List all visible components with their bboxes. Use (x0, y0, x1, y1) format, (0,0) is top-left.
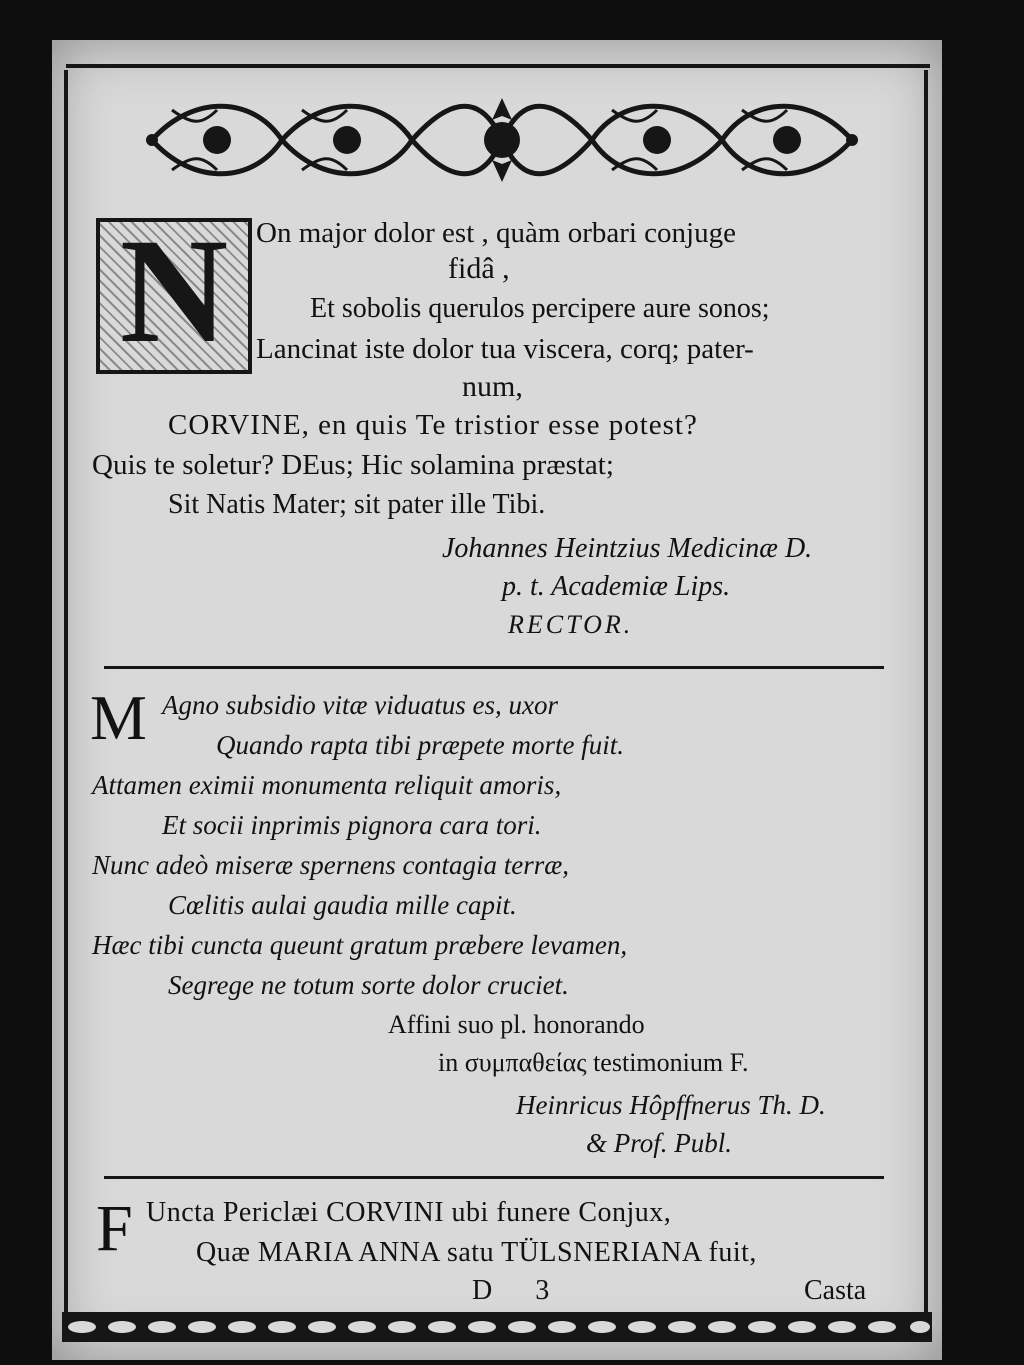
poem1-line-5: num, (462, 370, 523, 403)
initial-letter-n: N (119, 208, 229, 374)
decorated-initial-n (96, 208, 252, 374)
ornamental-headpiece (132, 90, 872, 190)
poem1-line-7: Quis te soletur? DEus; Hic solamina præstat; (92, 449, 614, 481)
initial-letter-m: M (90, 682, 147, 753)
book-page (52, 40, 942, 1360)
top-border-rule (66, 64, 930, 68)
poem2-signature-2: & Prof. Publ. (586, 1128, 732, 1158)
poem2-line-8: Segrege ne totum sorte dolor cruciet. (168, 970, 569, 1000)
poem2-signature-1: Heinricus Hôpffnerus Th. D. (516, 1090, 826, 1120)
poem1-line-4: Lancinat iste dolor tua viscera, corq; pater- (256, 333, 754, 365)
ornamental-tailpiece (62, 1312, 932, 1342)
poem2-line-4: Et socii inprimis pignora cara tori. (162, 810, 542, 840)
poem1-line-2: fidâ , (448, 252, 510, 285)
right-border-rule (924, 70, 928, 1342)
poem2-line-1: Agno subsidio vitæ viduatus es, uxor (162, 690, 558, 720)
poem1-signature-1: Johannes Heintzius Medicinæ D. (442, 533, 813, 564)
poem2-line-6: Cœlitis aulai gaudia mille capit. (168, 890, 517, 920)
poem1-line-1: On major dolor est , quàm orbari conjuge (256, 217, 736, 249)
poem3-line-1: Uncta Periclæi CORVINI ubi funere Conjux, (146, 1197, 672, 1228)
poem2-line-5: Nunc adeò miseræ spernens contagia terræ, (92, 850, 569, 880)
poem2-dedication-1: Affini suo pl. honorando (388, 1010, 645, 1039)
signature-mark: D 3 (472, 1275, 550, 1306)
poem3-line-2: Quæ MARIA ANNA satu TÜLSNERIANA fuit, (196, 1237, 757, 1268)
poem1-line-8: Sit Natis Mater; sit pater ille Tibi. (168, 489, 546, 520)
poem1-signature-2: p. t. Academiæ Lips. (502, 571, 731, 602)
poem1-line-6: CORVINE, en quis Te tristior esse potest? (168, 409, 698, 441)
catchword: Casta (804, 1275, 867, 1306)
section-divider-1 (104, 666, 884, 669)
poem2-dedication-2: in συμπαθείας testimonium F. (438, 1048, 749, 1077)
poem2-line-7: Hæc tibi cuncta queunt gratum præbere levamen, (92, 930, 628, 960)
left-border-rule (64, 70, 68, 1342)
initial-letter-f: F (96, 1192, 133, 1265)
poem1-line-3: Et sobolis querulos percipere aure sonos; (310, 293, 770, 324)
poem2-line-2: Quando rapta tibi præpete morte fuit. (216, 730, 624, 760)
section-divider-2 (104, 1176, 884, 1179)
poem1-signature-3: RECTOR. (508, 610, 634, 639)
poem2-line-3: Attamen eximii monumenta reliquit amoris, (92, 770, 562, 800)
